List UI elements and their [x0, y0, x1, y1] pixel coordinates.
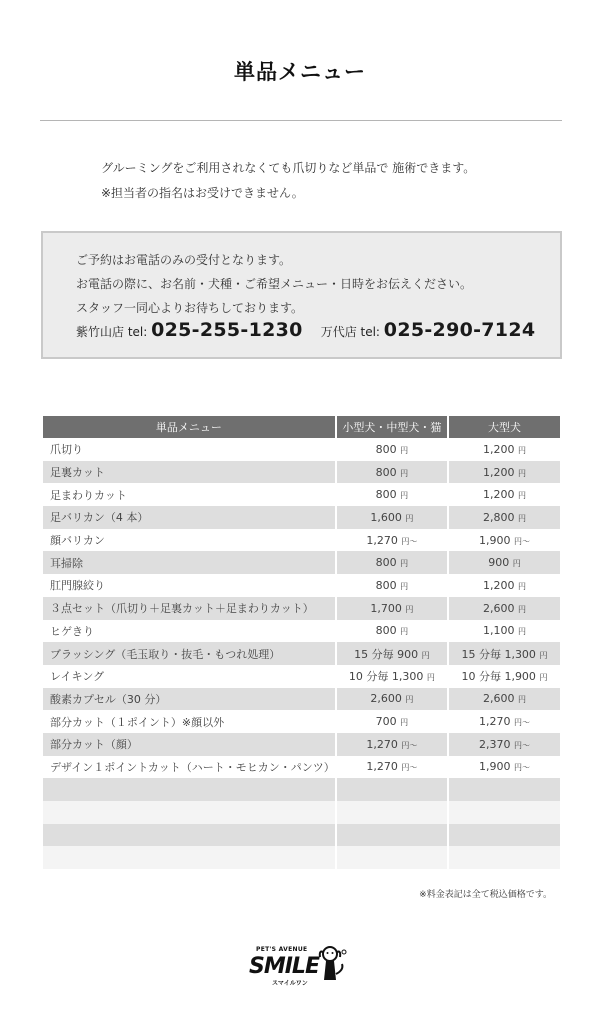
table-row — [43, 551, 560, 574]
large-dog-price-value: 2,600 — [482, 692, 515, 706]
table-row — [43, 688, 560, 711]
menu-name: 足バリカン（4 本） — [43, 506, 336, 529]
large-dog-price-value: 900 — [488, 556, 510, 570]
small-dog-price-value: 800 — [375, 624, 397, 638]
table-row — [43, 438, 560, 461]
reservation-line-1: ご予約はお電話のみの受付となります。 — [76, 253, 292, 267]
small-dog-price-unit: 円 — [400, 491, 409, 501]
large-dog-price-unit: 円 — [512, 559, 521, 569]
title-divider — [40, 120, 562, 121]
large-dog-price-unit: 円 — [517, 445, 526, 455]
table-row — [43, 506, 560, 529]
menu-name: 耳掃除 — [43, 551, 336, 574]
table-row-empty — [43, 801, 560, 824]
small-dog-price-unit: 円 — [400, 559, 409, 569]
small-dog-price-value: 1,600 — [370, 510, 402, 524]
large-dog-price-unit: 円〜 — [513, 536, 530, 546]
empty-cell — [43, 824, 336, 847]
logo-kana-text: スマイルワン — [272, 980, 308, 987]
small-dog-price — [336, 574, 448, 597]
menu-name: ３点セット（爪切り＋足裏カット＋足まわりカット） — [43, 597, 336, 620]
large-dog-price-unit: 円 — [517, 627, 526, 637]
small-dog-price-value: 1,700 — [370, 601, 402, 615]
small-dog-price-value: 1,270 — [366, 533, 398, 547]
table-row — [43, 529, 560, 552]
large-dog-price — [448, 506, 560, 529]
empty-cell — [448, 824, 560, 847]
table-row — [43, 710, 560, 733]
small-dog-price-unit: 円 — [400, 468, 409, 478]
small-dog-price-value: 800 — [375, 488, 397, 502]
large-dog-price-unit: 円〜 — [513, 718, 530, 728]
table-row — [43, 665, 560, 688]
large-dog-price-unit: 円〜 — [513, 763, 530, 773]
large-dog-price-unit: 円 — [539, 673, 548, 683]
small-dog-price — [336, 756, 448, 779]
large-dog-price-value: 2,370 — [478, 737, 511, 751]
large-dog-price-value: 1,200 — [482, 488, 515, 502]
dog-logo-icon — [316, 944, 350, 988]
large-dog-price-value: 1,900 — [478, 533, 511, 547]
large-dog-price-unit: 円〜 — [513, 740, 530, 750]
logo-main-text: SMILE — [249, 954, 319, 979]
small-dog-price — [336, 551, 448, 574]
large-dog-price-value: 1,270 — [478, 715, 511, 729]
large-dog-price-unit: 円 — [517, 468, 526, 478]
small-dog-price — [336, 483, 448, 506]
large-dog-price — [448, 620, 560, 643]
large-dog-price-value: 15 分毎 1,300 — [461, 647, 536, 661]
large-dog-price — [448, 551, 560, 574]
phone-numbers — [76, 319, 535, 341]
small-dog-price-value: 10 分毎 1,300 — [348, 670, 424, 684]
menu-name: 肛門腺絞り — [43, 574, 336, 597]
small-dog-price-value: 800 — [375, 578, 397, 592]
header-menu: 単品メニュー — [43, 416, 336, 438]
large-dog-price-unit: 円 — [517, 581, 526, 591]
small-dog-price — [336, 529, 448, 552]
large-dog-price-value: 2,800 — [482, 510, 515, 524]
empty-cell — [448, 778, 560, 801]
menu-name: デザイン１ポイントカット（ハート・モヒカン・パンツ） — [43, 756, 336, 779]
large-dog-price — [448, 733, 560, 756]
large-dog-price-value: 1,900 — [478, 760, 511, 774]
intro-line-1: グルーミングをご利用されなくても爪切りなど単品で 施術できます。 — [101, 161, 476, 175]
large-dog-price — [448, 461, 560, 484]
menu-name: 顔バリカン — [43, 529, 336, 552]
empty-cell — [336, 801, 448, 824]
large-dog-price — [448, 574, 560, 597]
logo-top-text: PET'S AVENUE — [256, 946, 308, 953]
smile-logo — [248, 944, 352, 990]
small-dog-price-unit: 円〜 — [401, 740, 418, 750]
large-dog-price-unit: 円 — [539, 650, 548, 660]
table-row — [43, 620, 560, 643]
empty-cell — [336, 778, 448, 801]
large-dog-price — [448, 665, 560, 688]
small-dog-price-unit: 円〜 — [401, 763, 418, 773]
table-row — [43, 461, 560, 484]
large-dog-price-unit: 円 — [517, 695, 526, 705]
header-small-dog: 小型犬・中型犬・猫 — [336, 416, 448, 438]
tax-note: ※料金表記は全て税込価格です。 — [419, 890, 552, 900]
small-dog-price — [336, 688, 448, 711]
small-dog-price-value: 800 — [375, 556, 397, 570]
table-row — [43, 756, 560, 779]
menu-name: 部分カット（顔） — [43, 733, 336, 756]
menu-name: 部分カット（１ポイント）※顔以外 — [43, 710, 336, 733]
empty-cell — [448, 801, 560, 824]
small-dog-price-unit: 円 — [405, 513, 414, 523]
intro-line-2: ※担当者の指名はお受けできません。 — [101, 186, 304, 200]
small-dog-price-unit: 円 — [405, 604, 414, 614]
menu-name: ヒゲきり — [43, 620, 336, 643]
small-dog-price-unit: 円 — [400, 718, 409, 728]
small-dog-price-value: 1,270 — [366, 737, 398, 751]
table-row-empty — [43, 778, 560, 801]
large-dog-price-value: 1,200 — [482, 442, 515, 456]
table-row — [43, 597, 560, 620]
small-dog-price-unit: 円〜 — [401, 536, 418, 546]
small-dog-price-unit: 円 — [421, 650, 430, 660]
large-dog-price — [448, 642, 560, 665]
small-dog-price-unit: 円 — [400, 445, 409, 455]
small-dog-price-value: 15 分毎 900 — [354, 647, 419, 661]
intro-text — [101, 156, 475, 206]
small-dog-price-value: 800 — [375, 442, 397, 456]
menu-name: 足裏カット — [43, 461, 336, 484]
small-dog-price — [336, 620, 448, 643]
small-dog-price — [336, 665, 448, 688]
menu-name: ブラッシング（毛玉取り・抜毛・もつれ処理） — [43, 642, 336, 665]
menu-name: 酸素カプセル（30 分） — [43, 688, 336, 711]
small-dog-price — [336, 461, 448, 484]
empty-cell — [336, 846, 448, 869]
page-title: 単品メニュー — [234, 60, 366, 84]
small-dog-price — [336, 438, 448, 461]
table-row — [43, 483, 560, 506]
empty-cell — [43, 778, 336, 801]
table-row — [43, 733, 560, 756]
menu-name: 足まわりカット — [43, 483, 336, 506]
small-dog-price-value: 700 — [375, 715, 397, 729]
small-dog-price-value: 800 — [375, 465, 397, 479]
table-row-empty — [43, 846, 560, 869]
small-dog-price-value: 2,600 — [370, 692, 402, 706]
large-dog-price-unit: 円 — [517, 604, 526, 614]
large-dog-price — [448, 483, 560, 506]
price-table-header — [43, 416, 560, 438]
large-dog-price — [448, 438, 560, 461]
empty-cell — [336, 824, 448, 847]
price-table-body — [43, 438, 560, 869]
reservation-box — [41, 231, 562, 359]
small-dog-price — [336, 642, 448, 665]
small-dog-price — [336, 710, 448, 733]
small-dog-price — [336, 733, 448, 756]
small-dog-price-unit: 円 — [400, 627, 409, 637]
small-dog-price — [336, 597, 448, 620]
table-row — [43, 574, 560, 597]
empty-cell — [448, 846, 560, 869]
menu-name: 爪切り — [43, 438, 336, 461]
small-dog-price — [336, 506, 448, 529]
large-dog-price-unit: 円 — [517, 513, 526, 523]
store2-tel-number[interactable]: 025-290-7124 — [383, 319, 536, 341]
store1-tel-label: 紫竹山店 tel: — [76, 325, 152, 339]
price-table — [43, 416, 560, 869]
menu-name: レイキング — [43, 665, 336, 688]
large-dog-price — [448, 529, 560, 552]
store1-tel-number[interactable]: 025-255-1230 — [151, 319, 303, 341]
table-row-empty — [43, 824, 560, 847]
large-dog-price-value: 1,100 — [482, 624, 515, 638]
store2-tel-label: 万代店 tel: — [320, 325, 384, 339]
large-dog-price — [448, 688, 560, 711]
large-dog-price — [448, 710, 560, 733]
small-dog-price-unit: 円 — [400, 581, 409, 591]
empty-cell — [43, 801, 336, 824]
small-dog-price-value: 1,270 — [366, 760, 398, 774]
reservation-line-2: お電話の際に、お名前・犬種・ご希望メニュー・日時をお伝えください。 — [76, 277, 473, 291]
small-dog-price-unit: 円 — [405, 695, 414, 705]
large-dog-price-value: 1,200 — [482, 578, 515, 592]
large-dog-price-value: 10 分毎 1,900 — [461, 670, 536, 684]
table-row — [43, 642, 560, 665]
reservation-line-3: スタッフ一同心よりお待ちしております。 — [76, 301, 304, 315]
large-dog-price — [448, 756, 560, 779]
large-dog-price — [448, 597, 560, 620]
empty-cell — [43, 846, 336, 869]
small-dog-price-unit: 円 — [426, 673, 435, 683]
large-dog-price-value: 1,200 — [482, 465, 515, 479]
large-dog-price-unit: 円 — [517, 491, 526, 501]
large-dog-price-value: 2,600 — [482, 601, 515, 615]
header-large-dog: 大型犬 — [448, 416, 560, 438]
